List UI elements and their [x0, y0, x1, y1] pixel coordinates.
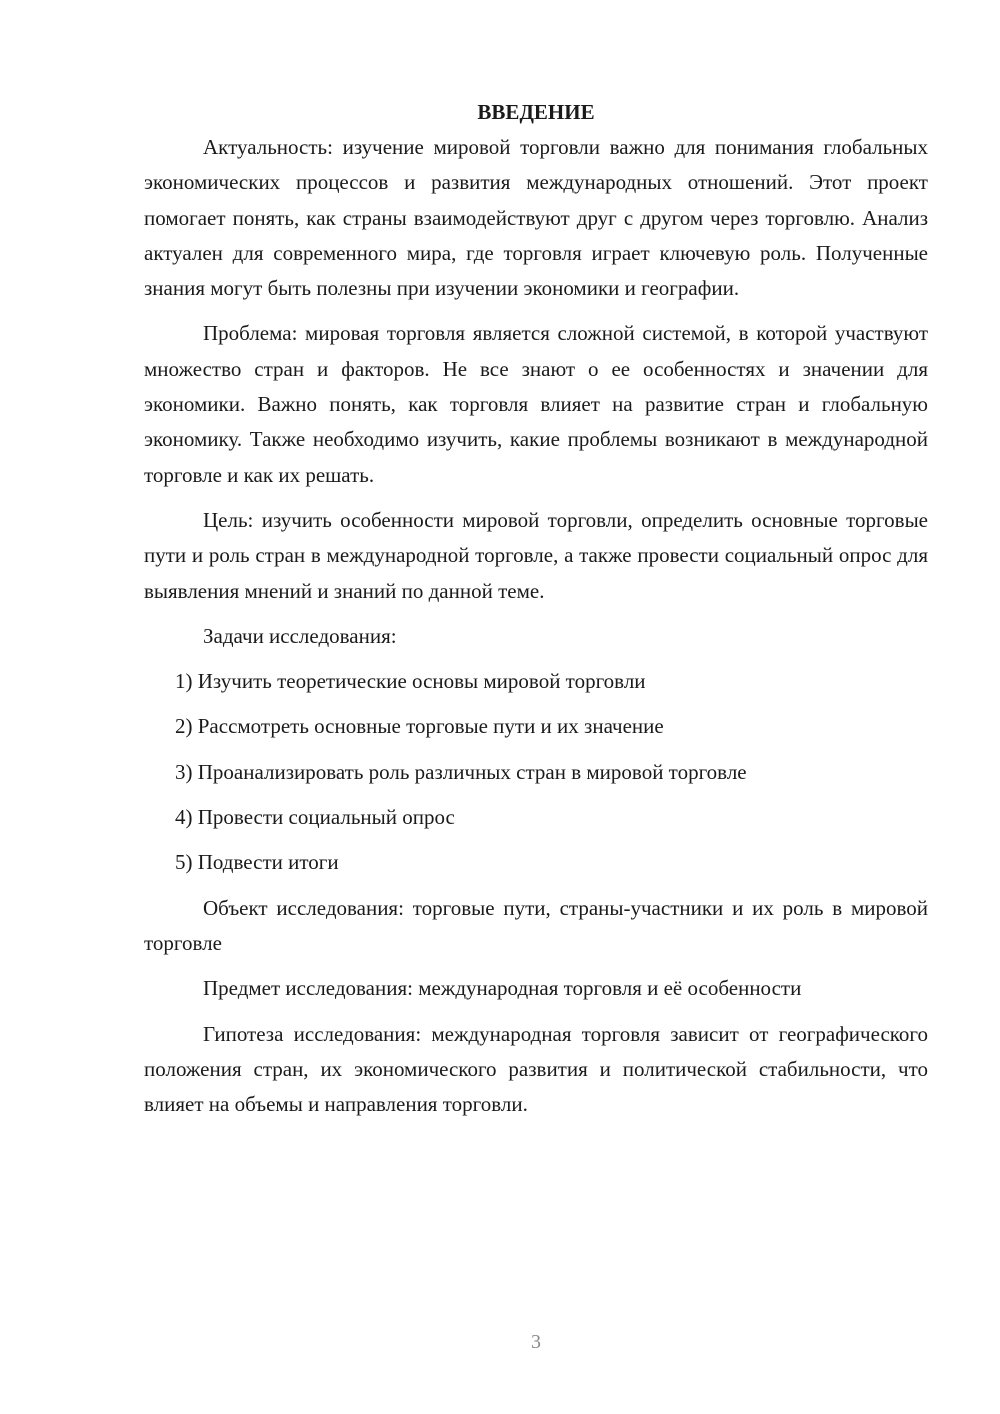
list-item: 1) Изучить теоретические основы мировой торговли — [175, 669, 646, 694]
list-item: 3) Проанализировать роль различных стран в мировой торговле — [175, 759, 747, 784]
object-paragraph: Объект исследования: торговые пути, страны-участники и их роль в мировой торговле — [144, 895, 928, 955]
goal-paragraph: Цель: изучить особенности мировой торговли, определить основные торговые пути и роль стран в международной торговле, а также провести социальный опрос для выявления мнений и знаний по данной теме. — [144, 507, 928, 603]
document-page — [144, 96, 928, 1132]
list-item: 2) Рассмотреть основные торговые пути и их значение — [175, 714, 664, 739]
subject-paragraph: Предмет исследования: международная торговля и её особенности — [203, 976, 802, 1001]
list-item: 5) Подвести итоги — [175, 850, 339, 875]
page-title: ВВЕДЕНИЕ — [477, 100, 595, 124]
page-number: 3 — [531, 1331, 541, 1353]
problem-paragraph: Проблема: мировая торговля является сложной системой, в которой участвуют множество стран и факторов. Не все знают о ее особенностях и значении для экономики. Важно понять, как торговля влияет на развитие стран и глобальную экономику. Также необходимо изучить, какие проблемы возникают в международной торговле и как их решать. — [144, 321, 928, 487]
relevance-paragraph: Актуальность: изучение мировой торговли важно для понимания глобальных экономических процессов и развития международных отношений. Этот проект помогает понять, как страны взаимодействуют друг с другом через торговлю. Анализ актуален для современного мира, где торговля играет ключевую роль. Полученные знания могут быть полезны при изучении экономики и географии. — [144, 135, 928, 301]
hypothesis-paragraph: Гипотеза исследования: международная торговля зависит от географического положения стран, их экономического развития и политической стабильности, что влияет на объемы и направления торговли. — [144, 1021, 928, 1117]
tasks-list — [144, 664, 928, 880]
tasks-title: Задачи исследования: — [203, 623, 397, 648]
list-item: 4) Провести социальный опрос — [175, 805, 455, 830]
